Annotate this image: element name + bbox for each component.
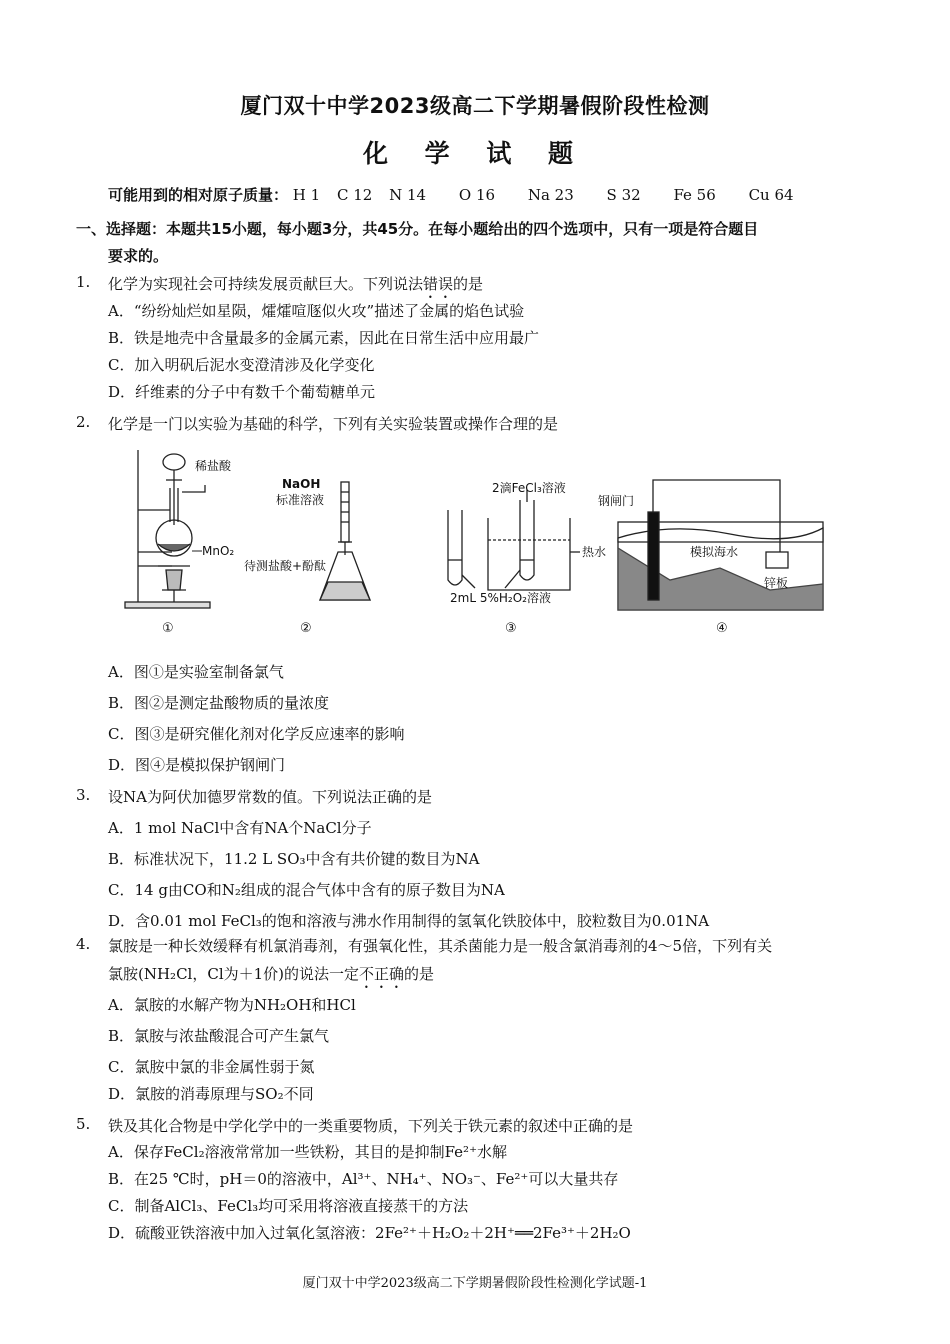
mass-item: Cu 64 [748, 186, 794, 204]
figure-3-fecl3-label: 2滴FeCl₃溶液 [492, 481, 566, 495]
option-a[interactable]: A．氯胺的水解产物为NH₂OH和HCl [108, 996, 356, 1014]
figure-2-naoh-label: NaOH [282, 477, 321, 491]
figure-3-number: ③ [505, 621, 517, 636]
question-number: 2. [76, 413, 91, 431]
page-footer: 厦门双十中学2023级高二下学期暑假阶段性检测化学试题-1 [302, 1276, 648, 1291]
atomic-masses-label: 可能用到的相对原子质量： [108, 186, 289, 204]
option-a[interactable]: A．“纷纷灿烂如星陨，㸌㸌喧豗似火攻”描述了金属的焰色试验 [108, 302, 525, 320]
option-b[interactable]: B．标准状况下，11.2 L SO₃中含有共价键的数目为NA [108, 850, 480, 868]
question-stem: 设NA为阿伏加德罗常数的值。下列说法正确的是 [108, 788, 432, 806]
question-stem-line-1: 氯胺是一种长效缓释有机氯消毒剂，有强氧化性，其杀菌能力是一般含氯消毒剂的4～5倍，下列有关 [108, 937, 773, 955]
question-number: 5. [76, 1115, 91, 1133]
exam-title: 厦门双十中学2023级高二下学期暑假阶段性检测 [240, 94, 710, 118]
figure-1-number: ① [162, 621, 174, 636]
figure-4-gate-label: 钢闸门 [598, 494, 635, 508]
figure-4-seawater-label: 模拟海水 [690, 545, 739, 559]
option-b[interactable]: B．铁是地壳中含量最多的金属元素，因此在日常生活中应用最广 [108, 329, 540, 347]
exam-subtitle: 化 学 试 题 [362, 139, 588, 168]
option-a[interactable]: A．图①是实验室制备氯气 [108, 663, 284, 681]
section-heading [76, 216, 856, 270]
figure-3-hot-water-label: 热水 [582, 545, 607, 559]
figure-1-apparatus [125, 450, 210, 608]
figure-2-number: ② [300, 621, 312, 636]
figure-3-apparatus [448, 490, 580, 590]
question-stem: 化学是一门以实验为基础的科学，下列有关实验装置或操作合理的是 [108, 415, 559, 433]
question-number: 3. [76, 786, 91, 804]
option-a[interactable]: A．保存FeCl₂溶液常常加一些铁粉，其目的是抑制Fe²⁺水解 [108, 1143, 507, 1161]
mass-item: Na 23 [527, 186, 574, 204]
figure-4-number: ④ [716, 621, 728, 636]
figure-2-apparatus [320, 482, 370, 600]
option-c[interactable]: C．加入明矾后泥水变澄清涉及化学变化 [108, 356, 375, 374]
mass-item: S 32 [606, 186, 641, 204]
option-d[interactable]: D．纤维素的分子中有数千个葡萄糖单元 [108, 383, 376, 401]
option-b[interactable]: B．图②是测定盐酸物质的量浓度 [108, 694, 330, 712]
mass-item: C 12 [336, 186, 373, 204]
section-line-2: 要求的。 [108, 247, 169, 265]
question-stem: 化学为实现社会可持续发展贡献巨大。下列说法错误的是 [108, 275, 484, 293]
mass-item: N 14 [389, 186, 427, 204]
option-c[interactable]: C．图③是研究催化剂对化学反应速率的影响 [108, 725, 405, 743]
option-a[interactable]: A．1 mol NaCl中含有NA个NaCl分子 [108, 819, 372, 837]
option-d[interactable]: D．氯胺的消毒原理与SO₂不同 [108, 1085, 314, 1103]
mass-item: H 1 [292, 186, 321, 204]
figure-3-h2o2-label: 2mL 5%H₂O₂溶液 [450, 591, 551, 605]
option-c[interactable]: C．氯胺中氯的非金属性弱于氮 [108, 1058, 315, 1076]
figure-1-mno2-label: MnO₂ [202, 544, 235, 558]
section-line-1: 一、选择题：本题共15小题，每小题3分，共45分。在每小题给出的四个选项中，只有一项是符合题目 [76, 220, 759, 238]
experiment-figures [110, 440, 830, 640]
option-d[interactable]: D．硫酸亚铁溶液中加入过氧化氢溶液：2Fe²⁺＋H₂O₂＋2H⁺══2Fe³⁺＋2H₂O [108, 1224, 631, 1242]
option-b[interactable]: B．在25 ℃时，pH＝0的溶液中，Al³⁺、NH₄⁺、NO₃⁻、Fe²⁺可以大量共存 [108, 1170, 619, 1188]
question-number: 1. [76, 273, 91, 291]
figure-1-acid-label: 稀盐酸 [195, 459, 232, 473]
mass-item: O 16 [458, 186, 496, 204]
mass-item: Fe 56 [673, 186, 716, 204]
option-b[interactable]: B．氯胺与浓盐酸混合可产生氯气 [108, 1027, 330, 1045]
figure-4-zinc-label: 锌板 [764, 576, 789, 590]
question-stem: 铁及其化合物是中学化学中的一类重要物质，下列关于铁元素的叙述中正确的是 [108, 1117, 634, 1135]
option-c[interactable]: C．14 g由CO和N₂组成的混合气体中含有的原子数目为NA [108, 881, 505, 899]
option-d[interactable]: D．图④是模拟保护钢闸门 [108, 756, 286, 774]
atomic-masses [108, 184, 888, 205]
option-d[interactable]: D．含0.01 mol FeCl₃的饱和溶液与沸水作用制得的氢氧化铁胶体中，胶粒数目为0.01NA [108, 912, 710, 930]
question-number: 4. [76, 935, 91, 953]
question-stem-line-2: 氯胺(NH₂Cl，Cl为＋1价)的说法一定不正确的是 [108, 965, 435, 983]
figure-2-acid-label: 待测盐酸+酚酞 [244, 559, 327, 573]
option-c[interactable]: C．制备AlCl₃、FeCl₃均可采用将溶液直接蒸干的方法 [108, 1197, 469, 1215]
figure-2-standard-label: 标准溶液 [276, 493, 325, 507]
